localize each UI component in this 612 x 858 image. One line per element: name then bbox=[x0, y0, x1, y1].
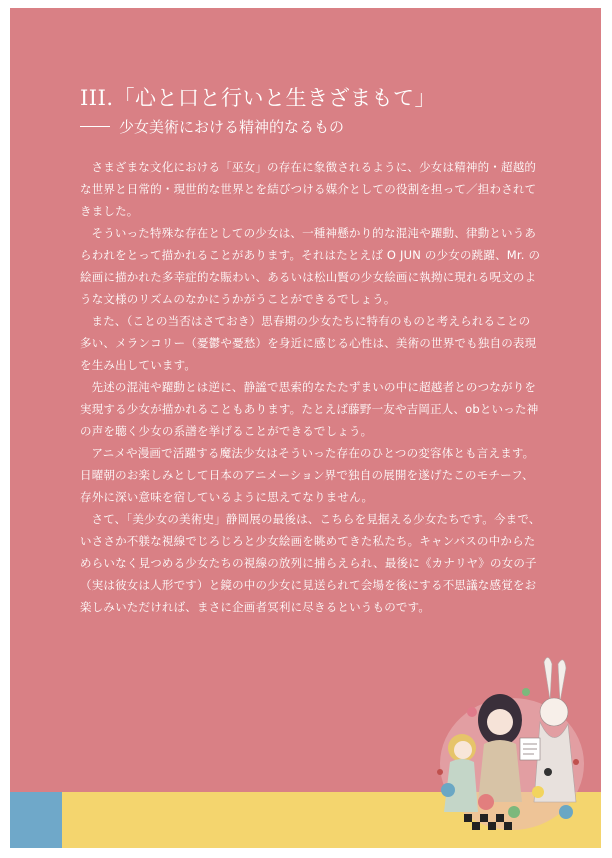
paragraph: 先述の混沌や躍動とは逆に、静謐で思索的なたたずまいの中に超越者とのつながりを実現する少女が描かれることもあります。たとえば藤野一友や吉岡正人、obといった神の声を聴く少女の系譜を挙げることができるでしょう。 bbox=[80, 380, 539, 438]
body-text bbox=[80, 156, 542, 618]
footer-blue-block bbox=[10, 792, 62, 848]
section-subtitle: 少女美術における精神的なるもの bbox=[119, 117, 345, 136]
paragraph: そういった特殊な存在としての少女は、一種神懸かり的な混沌や躍動、律動というあらわれをとって描かれることがあります。それはたとえば O JUN の少女の跳躍、Mr. の絵画に描かれた多幸症的な賑わい、あるいは松山賢の少女絵画に執拗に現れる呪文のような文様のリズムのなかにうかがうことができるでしょう。 bbox=[80, 226, 541, 306]
paragraph: また、（ことの当否はさておき）思春期の少女たちに特有のものと考えられることの多い、メランコリー（憂鬱や憂愁）を身近に感じる心性は、美術の世界でも独自の表現を生み出しています。 bbox=[80, 314, 537, 372]
subtitle-row bbox=[80, 116, 344, 136]
paragraph: さまざまな文化における「巫女」の存在に象徴されるように、少女は精神的・超越的な世界と日常的・現世的な世界とを結びつける媒介としての役割を担って／担わされてきました。 bbox=[80, 160, 537, 218]
dash-rule bbox=[80, 126, 110, 127]
illustration-girls-collage-icon bbox=[426, 652, 592, 832]
section-title: III.「心と口と行いと生きざまもて」 bbox=[80, 86, 437, 110]
paragraph: さて、「美少女の美術史」静岡展の最後は、こちらを見据える少女たちです。今まで、いささか不躾な視線でじろじろと少女絵画を眺めてきた私たち。キャンバスの中からためらいなく見つめる少女たちの視線の放列に捕らえられ、最後に《カナリヤ》の女の子（実は彼女は人形です）と鏡の中の少女に見送られて会場を後にする不思議な感覚をお楽しみいただければ、まさに企画者冥利に尽きるというものです。 bbox=[80, 512, 541, 614]
paragraph: アニメや漫画で活躍する魔法少女はそういった存在のひとつの変容体とも言えます。日曜朝のお楽しみとして日本のアニメーション界で独自の展開を遂げたこのモチーフ、存外に深い意味を宿しているように思えてなりません。 bbox=[80, 446, 535, 504]
